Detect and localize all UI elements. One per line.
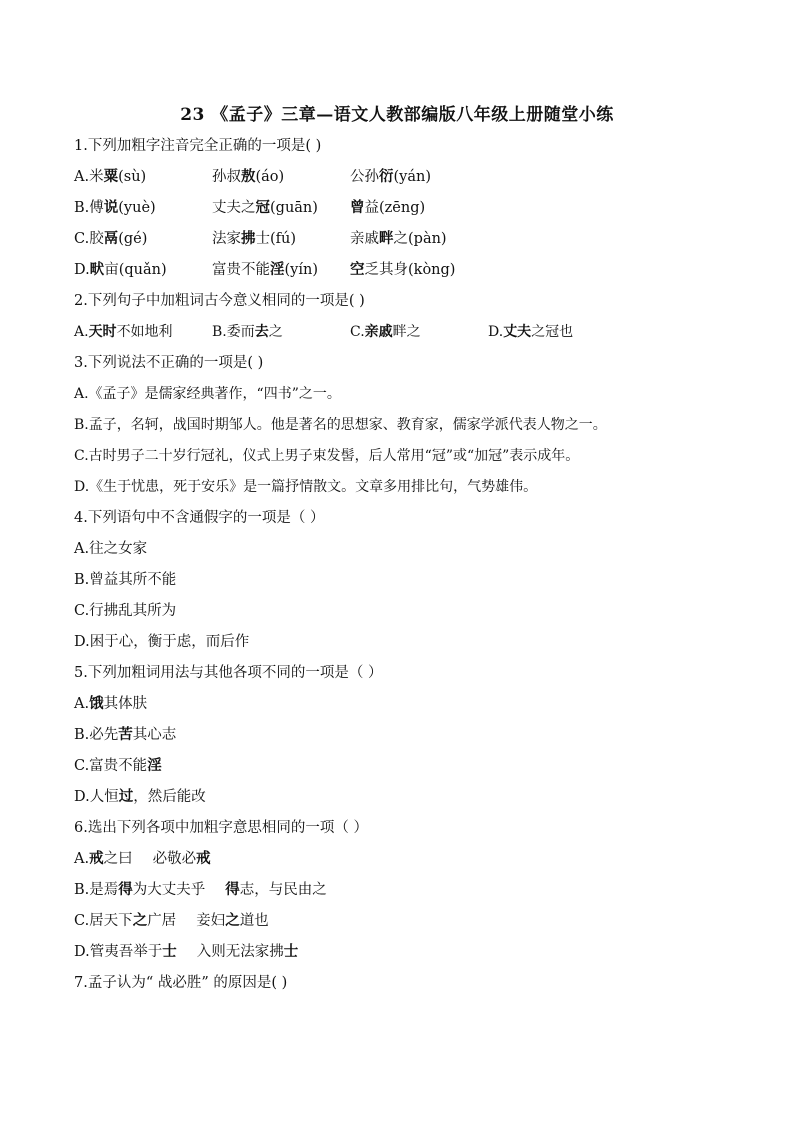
q1-option-d: D.畎亩(quǎn) (74, 261, 167, 278)
q1-option-d-item3: 空乏其身(kòng) (350, 261, 456, 278)
q1-option-c-item2: 法家拂士(fú) (212, 230, 297, 247)
q3-option-d: D.《生于忧患，死于安乐》是一篇抒情散文。文章多用排比句，气势雄伟。 (74, 479, 538, 495)
q2-option-c: C.亲戚畔之 (350, 324, 421, 340)
q1-option-b-item3: 曾益(zēng) (350, 199, 426, 216)
question-3-stem: 3.下列说法不正确的一项是( ) (74, 355, 264, 371)
question-6-stem: 6.选出下列各项中加粗字意思相同的一项（ ） (74, 820, 368, 836)
q1-option-a: A.米粟(sù) (74, 168, 147, 185)
q2-option-b: B.委而去之 (212, 324, 283, 340)
q1-option-c: C.胶鬲(gé) (74, 230, 148, 247)
question-1-stem: 1.下列加粗字注音完全正确的一项是( ) (74, 138, 322, 154)
q6-option-c: C.居天下之广居 妾妇之道也 (74, 912, 269, 929)
question-4-stem: 4.下列语句中不含通假字的一项是（ ） (74, 510, 325, 526)
q1-option-a-item2: 孙叔敖(áo) (212, 168, 285, 185)
q4-option-b: B.曾益其所不能 (74, 572, 177, 588)
q4-option-d: D.困于心，衡于虑，而后作 (74, 634, 250, 650)
q3-option-b: B.孟子，名轲，战国时期邹人。他是著名的思想家、教育家，儒家学派代表人物之一。 (74, 417, 607, 433)
q1-option-a-item3: 公孙衍(yán) (350, 168, 431, 185)
q3-option-a: A.《孟子》是儒家经典著作，“四书”之一。 (74, 386, 341, 402)
q4-option-a: A.往之女家 (74, 541, 148, 557)
q4-option-c: C.行拂乱其所为 (74, 603, 177, 619)
q5-option-b: B.必先苦其心志 (74, 726, 177, 743)
q1-option-b-item2: 丈夫之冠(guān) (212, 199, 318, 216)
q6-option-a: A.戒之曰 必敬必戒 (74, 850, 211, 867)
q1-option-d-item2: 富贵不能淫(yín) (212, 261, 318, 278)
q5-option-d: D.人恒过，然后能改 (74, 788, 206, 805)
q5-option-c: C.富贵不能淫 (74, 757, 162, 774)
q1-option-b: B.傅说(yuè) (74, 199, 156, 216)
question-7-stem: 7.孟子认为“ 战必胜” 的原因是( ) (74, 975, 288, 991)
q2-option-a: A.天时不如地利 (74, 324, 173, 340)
q6-option-b: B.是焉得为大丈夫乎 得志，与民由之 (74, 881, 327, 898)
q1-option-c-item3: 亲戚畔之(pàn) (350, 230, 447, 247)
question-2-stem: 2.下列句子中加粗词古今意义相同的一项是( ) (74, 293, 365, 309)
q6-option-d: D.管夷吾举于士 入则无法家拂士 (74, 943, 299, 960)
q3-option-c: C.古时男子二十岁行冠礼，仪式上男子束发髻，后人常用“冠”或“加冠”表示成年。 (74, 448, 580, 464)
question-5-stem: 5.下列加粗词用法与其他各项不同的一项是（ ） (74, 665, 383, 681)
page-title: 23 《孟子》三章—语文人教部编版八年级上册随堂小练 (180, 105, 614, 125)
q5-option-a: A.饿其体肤 (74, 695, 148, 712)
q2-option-d: D.丈夫之冠也 (488, 324, 574, 340)
